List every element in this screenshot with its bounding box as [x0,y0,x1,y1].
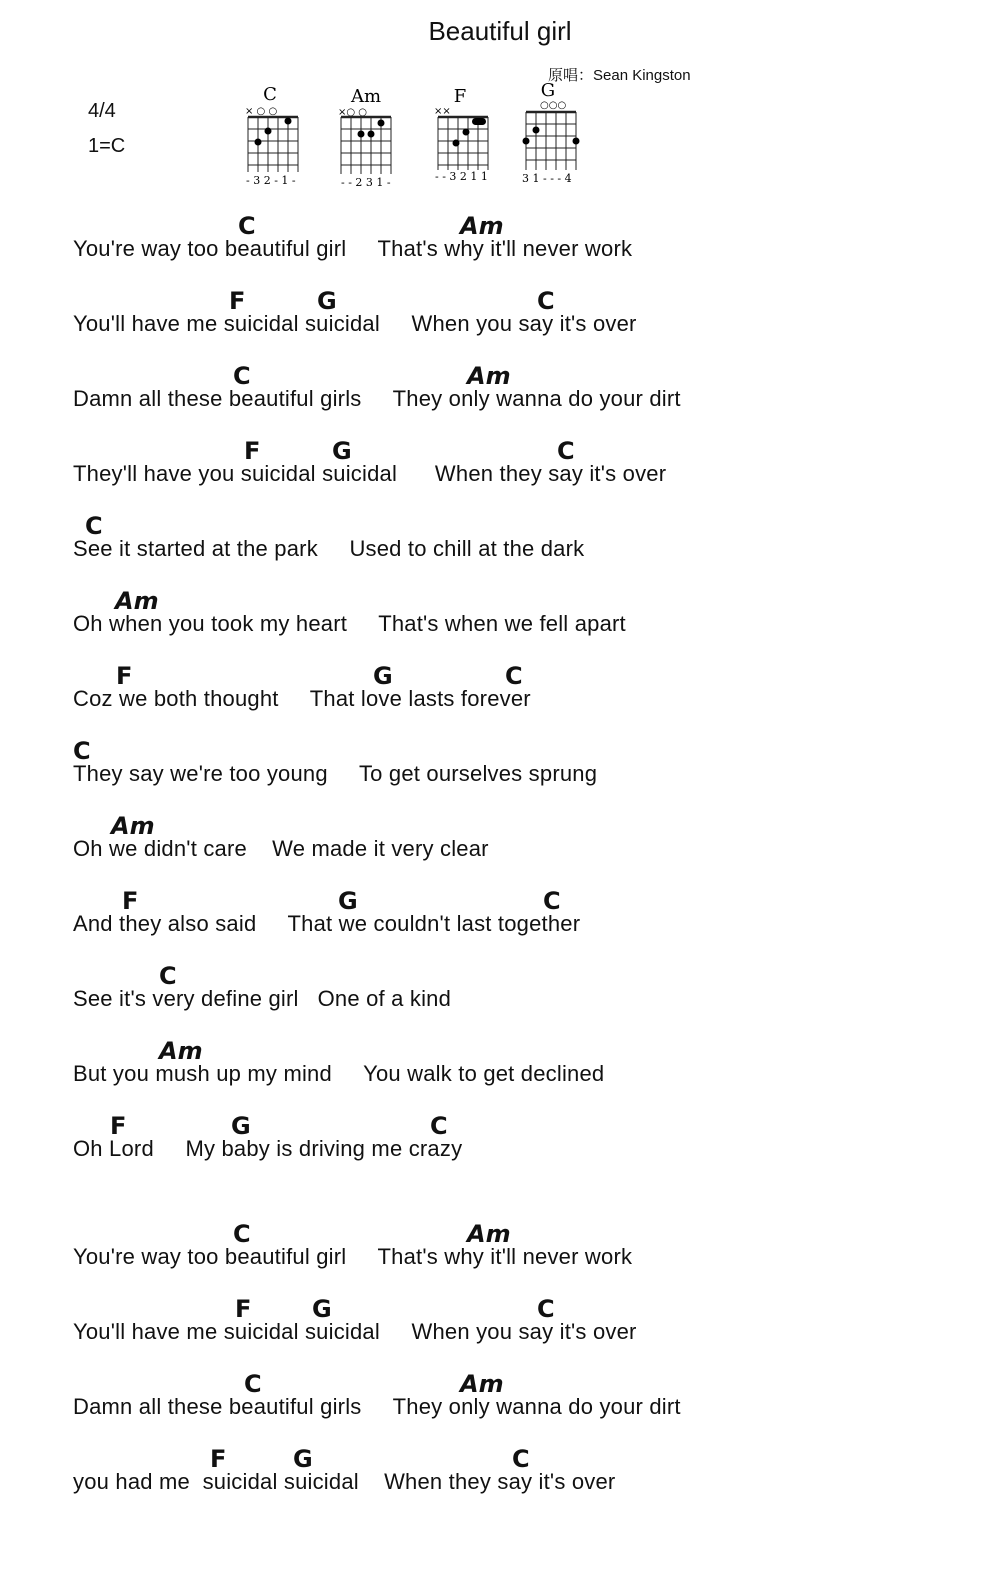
finger-dot [463,129,470,136]
lyric-text: you had me suicidal suicidal When they say it's over [73,1469,616,1494]
lyric-text: Coz we both thought That love lasts forever [73,686,531,711]
chord-label: C [85,512,103,540]
chord-label: G [231,1112,251,1140]
lyric-text: But you mush up my mind You walk to get declined [73,1061,605,1086]
chord-label: C [512,1445,530,1473]
chord-label: C [233,362,251,390]
lyric-line [73,800,973,870]
time-signature: 4/4 [88,100,116,122]
chord-label: C [537,1295,555,1323]
lyric-line [73,1025,973,1095]
chord-label: F [122,887,139,915]
chord-label: C [73,737,91,765]
chord-diagram-name: Am [350,86,382,107]
chord-label: Am [111,812,155,840]
lyric-text: They'll have you suicidal suicidal When they say it's over [73,461,667,486]
lyric-text: Damn all these beautiful girls They only wanna do your dirt [73,1394,681,1419]
chord-label: F [210,1445,227,1473]
chord-diagram-f [430,80,530,190]
finger-dot [285,118,292,125]
chord-diagram-name: C [263,84,277,105]
finger-dot [533,127,540,134]
lyric-line [73,275,973,345]
lyric-text: Oh we didn't care We made it very clear [73,836,489,861]
lyric-line [73,725,973,795]
lyric-text: And they also said That we couldn't last together [73,911,581,936]
key-signature: 1=C [88,135,126,157]
chord-label: F [244,437,261,465]
fingering: - 3 2 - 1 - [246,174,296,187]
chord-label: F [116,662,133,690]
chord-label: G [373,662,393,690]
lyric-line [73,1433,973,1503]
finger-dot [358,131,365,138]
chord-label: G [293,1445,313,1473]
lyric-line [73,650,973,720]
song-title: Beautiful girl [428,16,572,46]
lyric-text: You're way too beautiful girl That's why it'll never work [73,1244,633,1269]
chord-label: Am [467,362,511,390]
barre-mark [472,118,486,125]
finger-dot [265,128,272,135]
chord-label: Am [467,1220,511,1248]
lyric-line [73,200,973,270]
chord-label: C [557,437,575,465]
lyric-line [73,950,973,1020]
chord-label: C [238,212,256,240]
lyric-line [73,875,973,945]
finger-dot [378,120,385,127]
chord-label: Am [115,587,159,615]
artist-credit: 原唱：Sean Kingston [548,67,691,84]
fingering: 3 1 - - - 4 [522,172,572,185]
chord-label: F [235,1295,252,1323]
chord-label: G [317,287,337,315]
chord-label: F [229,287,246,315]
string-markers: ○○○ [540,100,567,111]
chord-label: C [537,287,555,315]
lyric-line [73,1100,973,1170]
chord-label: C [505,662,523,690]
chord-diagram-am [333,80,433,190]
lyric-text: Oh Lord My baby is driving me crazy [73,1136,463,1161]
finger-dot [368,131,375,138]
chord-label: G [332,437,352,465]
chord-diagram-name: F [453,86,467,107]
string-markers: × ○ ○ [245,106,278,117]
fingering: - - 3 2 1 1 [435,170,488,183]
chord-label: G [338,887,358,915]
fingering: - - 2 3 1 - [341,176,391,189]
chord-label: C [159,962,177,990]
lyric-line [73,1358,973,1428]
chord-label: C [244,1370,262,1398]
lyric-line [73,350,973,420]
chord-label: Am [159,1037,203,1065]
lyric-line [73,1208,973,1278]
lyric-text: See it's very define girl One of a kind [73,986,452,1011]
string-markers: ×○ ○ [338,107,368,118]
string-markers: ×× [434,106,451,117]
lyric-text: You'll have me suicidal suicidal When you say it's over [73,311,637,336]
lyric-text: You'll have me suicidal suicidal When you say it's over [73,1319,637,1344]
chord-label: Am [460,212,504,240]
lyric-line [73,575,973,645]
finger-dot [255,139,262,146]
chord-label: C [233,1220,251,1248]
chord-diagram-name: G [540,80,556,101]
lyric-text: You're way too beautiful girl That's why it'll never work [73,236,633,261]
lyric-text: They say we're too young To get ourselves sprung [73,761,598,786]
chord-diagram-c [240,80,340,190]
lyric-line [73,500,973,570]
chord-label: Am [460,1370,504,1398]
finger-dot [573,138,580,145]
finger-dot [453,140,460,147]
chord-label: C [430,1112,448,1140]
lyric-text: Oh when you took my heart That's when we fell apart [73,611,626,636]
chord-label: F [110,1112,127,1140]
chord-diagram-g [520,80,620,190]
lyric-text: See it started at the park Used to chill at the dark [73,536,585,561]
chord-label: G [312,1295,332,1323]
chord-label: C [543,887,561,915]
lyric-text: Damn all these beautiful girls They only wanna do your dirt [73,386,681,411]
finger-dot [523,138,530,145]
lyric-line [73,1283,973,1353]
lyric-line [73,425,973,495]
